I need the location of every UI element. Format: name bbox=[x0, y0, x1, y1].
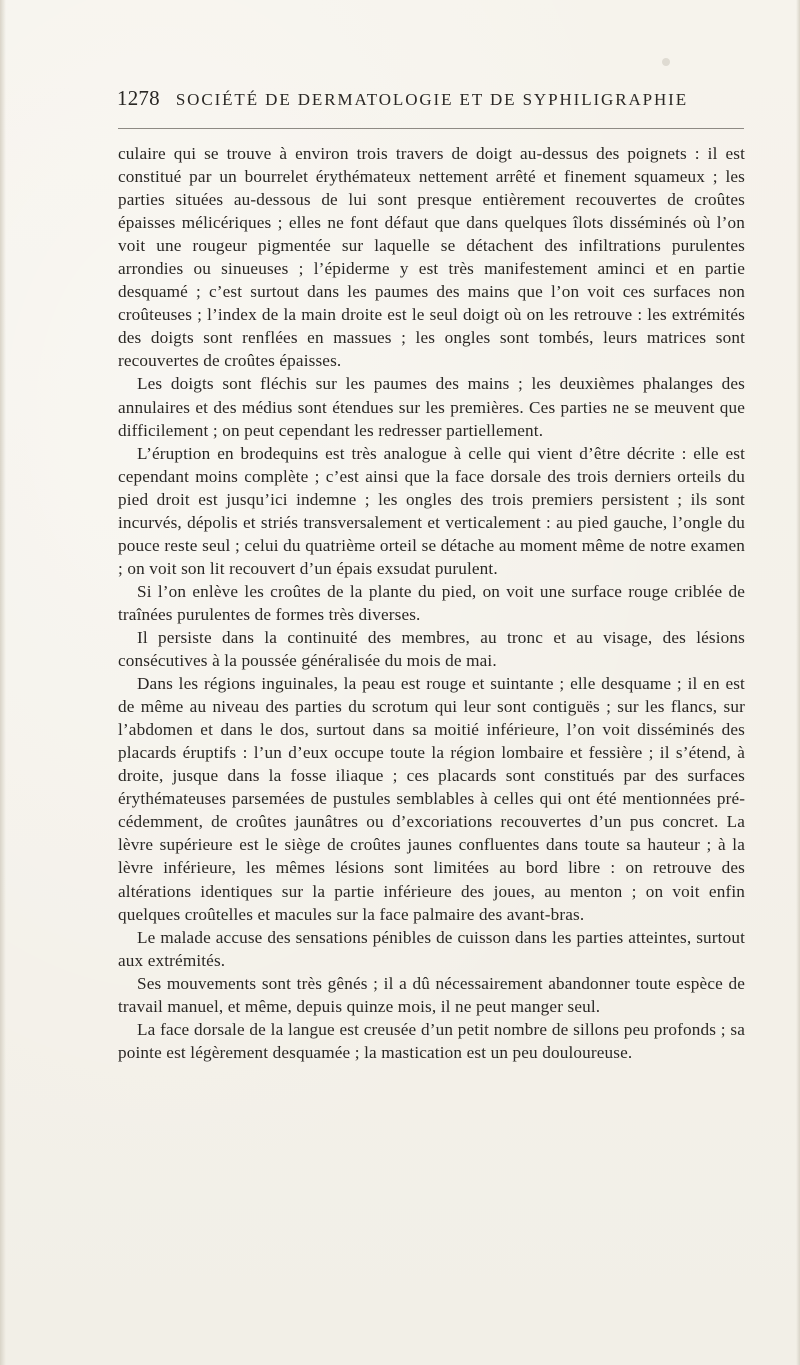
paper-smudge bbox=[662, 58, 670, 66]
paragraph: Ses mouvements sont très gênés ; il a dû nécessairement abandonner toute espèce de travail manuel, et même, depuis quinze mois, il ne peut manger seul. bbox=[118, 973, 745, 1016]
running-title: SOCIÉTÉ DE DERMATOLOGIE ET DE SYPHILIGRAPHIE bbox=[175, 90, 689, 109]
page-number: 1278 bbox=[117, 86, 160, 110]
paragraph: Il persiste dans la continuité des membres, au tronc et au visage, des lésions consécutives à la poussée généralisée du mois de mai. bbox=[118, 627, 745, 671]
paragraph: Dans les régions inguinales, la peau est rouge et suintante ; elle desquame ; il en est de même au niveau des parties du scrotum qui leur sont contiguës ; sur les flancs, sur l’abdomen et dans le dos, surtout dans sa moitié inférieure, l’on voit disséminés des placards éruptifs : l’un d’eux occupe toute la région lombaire et fessière ; il s’étend, à droite, jusque dans la fosse iliaque ; ces placards sont constitués par des surfaces érythémateuses parsemées de pustules semblables à celles qui ont été mentionnées précédemment, de croûtes jaunâtres ou d’excoriations recouvertes d’un pus concret. La lèvre supérieure est le siège de croûtes jaunes confluentes dans toute sa hauteur ; à la lèvre inférieure, les mêmes lésions sont limitées au bord libre : on retrouve des altérations identiques sur la partie inférieure des joues, au menton ; on voit enfin quelques croûtelles et macules sur la face palmaire des avant-bras. bbox=[118, 674, 745, 924]
paragraph: L’éruption en brodequins est très analogue à celle qui vient d’être décrite : elle est cependant moins complète ; c’est ainsi que la face dorsale des trois derniers orteils du pied droit est jusqu’ici indemne ; les ongles des trois premiers persistent ; ils sont incurvés, dépolis et striés transversalement et verticalement : au pied gauche, l’ongle du pouce reste seul ; celui du quatrième orteil se détache au moment même de notre examen ; on voit son lit recouvert d’un épais exsudat purulent. bbox=[118, 443, 745, 578]
page-edge-shadow-left bbox=[0, 0, 6, 1365]
paragraph: Le malade accuse des sensations pénibles de cuisson dans les parties atteintes, surtout aux extrémités. bbox=[118, 927, 745, 970]
running-header bbox=[117, 86, 745, 116]
page-edge-shadow-right bbox=[796, 0, 800, 1365]
paragraph: Les doigts sont fléchis sur les paumes des mains ; les deuxièmes phalanges des annulaires et des médius sont étendues sur les premières. Ces parties ne se meuvent que difficilement ; on peut cependant les redresser partiellement. bbox=[118, 374, 745, 440]
paragraph: La face dorsale de la langue est creusée d’un petit nombre de sillons peu profonds ; sa pointe est légèrement desquamée ; la mastication est un peu douloureuse. bbox=[118, 1019, 745, 1062]
paragraph: Si l’on enlève les croûtes de la plante du pied, on voit une surface rouge criblée de traînées purulentes de formes très diverses. bbox=[118, 581, 745, 624]
header-rule bbox=[118, 128, 744, 129]
paragraph-continuation: culaire qui se trouve à environ trois travers de doigt au-dessus des poignets : il est constitué par un bourrelet érythémateux nettement arrêté et finement squameux ; les parties situées au-dessous de lui sont presque entièrement recouvertes de croûtes épaisses mélicériques ; elles ne font défaut que dans quelques îlots disséminés où l’on voit une rougeur pigmentée sur laquelle se détachent des infiltrations purulentes arrondies ou sinueuses ; l’épiderme y est très manifestement aminci et en partie desquamé ; c’est surtout dans les paumes des mains que l’on voit ces surfaces non croûteuses ; l’index de la main droite est le seul doigt où on les retrouve : les extrémités des doigts sont renflées en massues ; les ongles sont tombés, leurs matrices sont recouvertes de croûtes épaisses. bbox=[118, 144, 745, 371]
body-text bbox=[118, 142, 745, 1064]
